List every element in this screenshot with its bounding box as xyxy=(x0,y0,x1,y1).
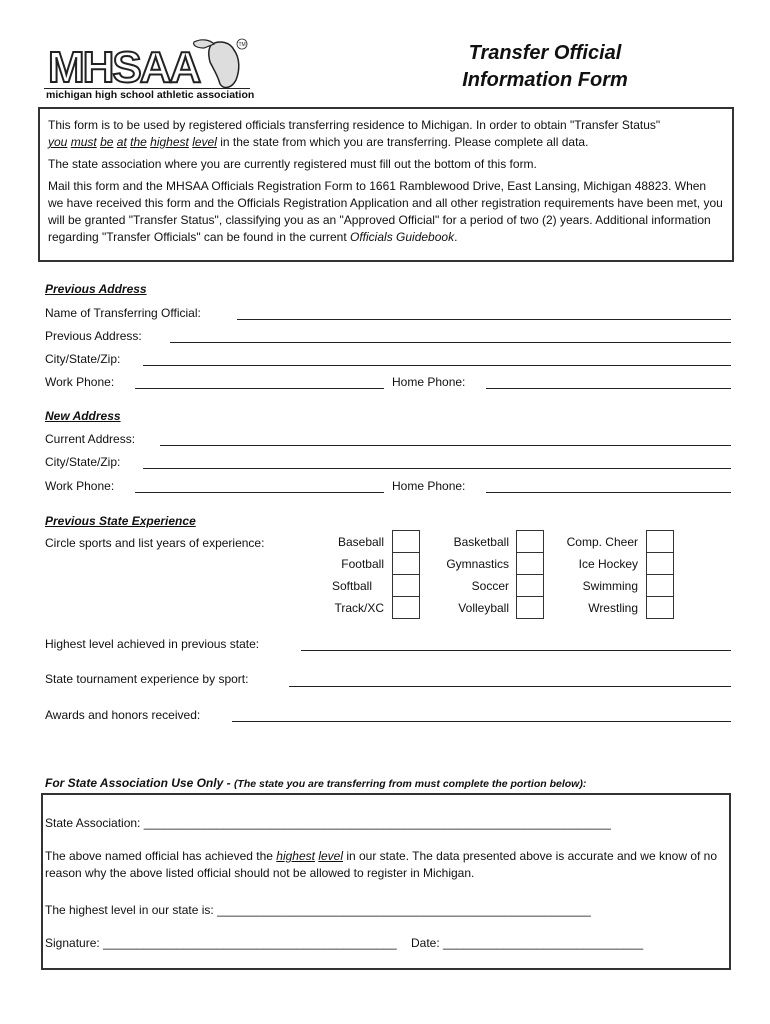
previous-city-label: City/State/Zip: xyxy=(45,352,121,366)
intro-paragraph-3: Mail this form and the MHSAA Officials Registration Form to 1661 Ramblewood Drive, East Lansing, Michigan 48823. When we have received this form and the Officials Registration Application and all other registration requirements have been met, you will be granted "Transfer Status", classifying you as an "Approved Official" for a period of two (2) years. Additional information regarding "Transfer Officials" can be found in the current Officials Guidebook. xyxy=(48,179,723,244)
highest-level-label: Highest level achieved in previous state: xyxy=(45,637,260,651)
mhsaa-logo xyxy=(44,36,254,102)
logo-tagline: michigan high school athletic association xyxy=(46,89,255,101)
sport-box-volleyball[interactable] xyxy=(516,596,544,619)
sport-box-basketball[interactable] xyxy=(516,530,544,553)
sport-label-football: Football xyxy=(341,557,384,571)
sport-box-softball[interactable] xyxy=(392,574,420,597)
sport-label-ice-hockey: Ice Hockey xyxy=(578,557,638,571)
previous-home-phone-label: Home Phone: xyxy=(392,375,466,389)
highest-level-field[interactable] xyxy=(301,650,731,651)
new-home-phone-label: Home Phone: xyxy=(392,479,466,493)
new-address-heading: New Address xyxy=(45,409,121,423)
sport-label-baseball: Baseball xyxy=(337,535,384,549)
sport-label-swimming: Swimming xyxy=(582,579,638,593)
awards-label: Awards and honors received: xyxy=(45,708,201,722)
state-association-field[interactable]: State Association: ______________________________________________________________________ xyxy=(45,816,611,830)
sport-box-wrestling[interactable] xyxy=(646,596,674,619)
sport-label-comp-cheer: Comp. Cheer xyxy=(566,535,638,549)
previous-work-phone-label: Work Phone: xyxy=(45,375,115,389)
signature-field[interactable]: Signature: ____________________________________________ xyxy=(45,936,397,950)
new-city-field[interactable] xyxy=(143,468,731,469)
intro-paragraph-2: The state association where you are currently registered must fill out the bottom of this form. xyxy=(48,157,537,171)
sport-box-baseball[interactable] xyxy=(392,530,420,553)
previous-address-field[interactable] xyxy=(170,342,731,343)
awards-field[interactable] xyxy=(232,721,731,722)
previous-work-phone-field[interactable] xyxy=(135,388,384,389)
form-title xyxy=(440,40,650,94)
sport-box-ice-hockey[interactable] xyxy=(646,552,674,575)
title-line-1: Transfer Official xyxy=(468,42,622,64)
logo-letters: MHSAA xyxy=(48,43,200,92)
state-statement: The above named official has achieved the highest level in our state. The data presented above is accurate and we know of no reason why the above listed official should not be allowed to register in Michigan. xyxy=(45,849,718,880)
sport-label-soccer: Soccer xyxy=(471,579,509,593)
title-line-2: Information Form xyxy=(462,69,628,91)
sport-label-basketball: Basketball xyxy=(453,535,509,549)
sport-box-soccer[interactable] xyxy=(516,574,544,597)
sport-box-swimming[interactable] xyxy=(646,574,674,597)
tournament-label: State tournament experience by sport: xyxy=(45,672,249,686)
new-work-phone-label: Work Phone: xyxy=(45,479,115,493)
state-highest-level-field[interactable]: The highest level in our state is: ________________________________________________________ xyxy=(45,903,591,917)
circle-sports-label: Circle sports and list years of experience: xyxy=(45,536,265,550)
name-label: Name of Transferring Official: xyxy=(45,306,201,320)
previous-address-label: Previous Address: xyxy=(45,329,142,343)
experience-heading: Previous State Experience xyxy=(45,514,196,528)
sport-box-comp-cheer[interactable] xyxy=(646,530,674,553)
tournament-field[interactable] xyxy=(289,686,731,687)
sport-label-softball: Softball xyxy=(331,579,372,593)
previous-city-field[interactable] xyxy=(143,365,731,366)
sport-label-track-xc: Track/XC xyxy=(334,601,384,615)
sport-box-track-xc[interactable] xyxy=(392,596,420,619)
date-field[interactable]: Date: ______________________________ xyxy=(411,936,644,950)
previous-home-phone-field[interactable] xyxy=(486,388,731,389)
new-home-phone-field[interactable] xyxy=(486,492,731,493)
sport-label-volleyball: Volleyball xyxy=(458,601,509,615)
logo-reg-mark: TM xyxy=(238,42,246,48)
current-address-field[interactable] xyxy=(160,445,731,446)
new-work-phone-field[interactable] xyxy=(135,492,384,493)
state-use-heading: For State Association Use Only - (The state you are transferring from must complete the portion below): xyxy=(45,776,587,790)
sport-label-gymnastics: Gymnastics xyxy=(446,557,509,571)
current-address-label: Current Address: xyxy=(45,432,136,446)
intro-paragraph-1: This form is to be used by registered officials transferring residence to Michigan. In order to obtain "Transfer Status" you must be at the highest level in the state from which you are transferring. Please complete all data. xyxy=(48,118,661,149)
name-field[interactable] xyxy=(237,319,731,320)
previous-address-heading: Previous Address xyxy=(45,282,147,296)
sport-box-football[interactable] xyxy=(392,552,420,575)
intro-box xyxy=(38,107,734,262)
sport-label-wrestling: Wrestling xyxy=(588,601,638,615)
new-city-label: City/State/Zip: xyxy=(45,455,121,469)
sport-box-gymnastics[interactable] xyxy=(516,552,544,575)
